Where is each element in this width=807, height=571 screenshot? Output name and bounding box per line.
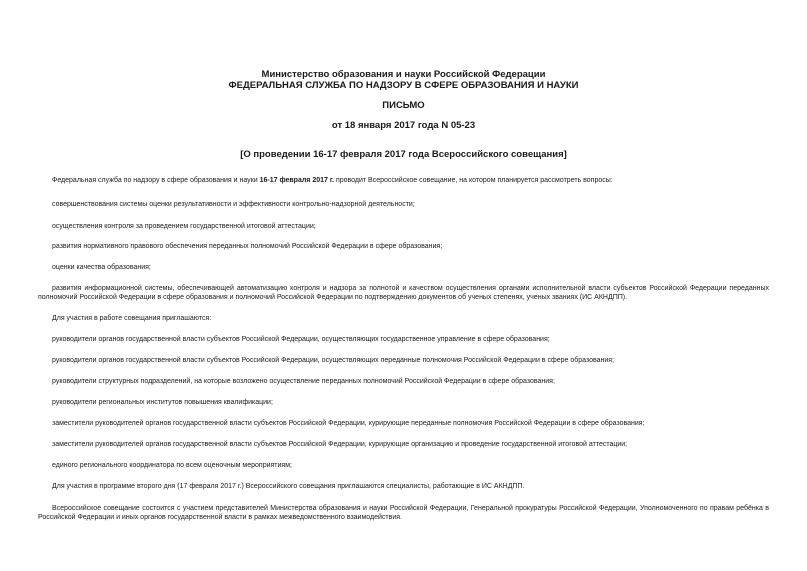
topic-item: развития нормативного правового обеспечения переданных полномочий Российской Федерации в сфере образования;	[52, 243, 443, 250]
topic-item: оценки качества образования;	[52, 264, 151, 271]
intro-text-before: Федеральная служба по надзору в сфере образования и науки	[52, 177, 260, 184]
second-day-paragraph: Для участия в программе второго дня (17 февраля 2017 г.) Всероссийского совещания приглашаются специалисты, работающие в ИС АКНДПП.	[52, 483, 525, 490]
service-name: ФЕДЕРАЛЬНАЯ СЛУЖБА ПО НАДЗОРУ В СФЕРЕ ОБРАЗОВАНИЯ И НАУКИ	[228, 80, 579, 91]
invited-item: заместители руководителей органов государственной власти субъектов Российской Федерации, курирующие переданные полномочия Российской Федерации в сфере образования;	[52, 420, 645, 427]
topic-item	[38, 284, 769, 302]
intro-text-after: проводит Всероссийское совещание, на котором планируется рассмотреть вопросы:	[334, 177, 613, 184]
invited-item: руководители региональных институтов повышения квалификации;	[52, 399, 273, 406]
topic-item: совершенствования системы оценки результативности и эффективности контрольно-надзорной деятельности;	[52, 201, 415, 208]
participants-paragraph	[38, 504, 769, 522]
invited-intro: Для участия в работе совещания приглашаются:	[52, 315, 212, 322]
document-subject: [О проведении 16-17 февраля 2017 года Всероссийского совещания]	[240, 149, 567, 160]
ministry-name: Министерство образования и науки Российской Федерации	[261, 69, 546, 80]
invited-item: единого регионального координатора по всем оценочным мероприятиям;	[52, 462, 292, 469]
document-type: ПИСЬМО	[382, 100, 425, 111]
participants-text: Всероссийское совещание состоится с участием представителей Министерства образования и науки Российской Федерации, Генеральной прокуратуры Российской Федерации, Уполномоченного по правам ребёнка в Российской Федерации и иных органов государственной власти в рамках межведомственного взаимодействия.	[38, 505, 769, 521]
invited-item: руководители структурных подразделений, на которые возложено осуществление переданных полномочий Российской Федерации в сфере образования;	[52, 378, 555, 385]
document-date-number: от 18 января 2017 года N 05-23	[331, 120, 476, 131]
intro-date-bold: 16-17 февраля 2017 г.	[259, 177, 334, 184]
topic-item: осуществления контроля за проведением государственной итоговой аттестации;	[52, 223, 316, 230]
invited-item: заместители руководителей органов государственной власти субъектов Российской Федерации, курирующие организацию и проведение государственной итоговой аттестации;	[52, 441, 628, 448]
topic-item-text: развития информационной системы, обеспечивающей автоматизацию контроля и надзора за полнотой и качеством осуществления органами исполнительной власти субъектов Российской Федерации переданных полномочий Российской Федерации в сфере образования и полномочий Российской Федерации по подтверждению документов об ученых степенях, ученых званиях (ИС АКНДПП).	[38, 285, 769, 301]
invited-item: руководители органов государственной власти субъектов Российской Федерации, осуществляющих государственное управление в сфере образования;	[52, 336, 550, 343]
invited-item: руководители органов государственной власти субъектов Российской Федерации, осуществляющих переданные полномочия Российской Федерации в сфере образования;	[52, 357, 615, 364]
intro-paragraph	[38, 176, 769, 185]
